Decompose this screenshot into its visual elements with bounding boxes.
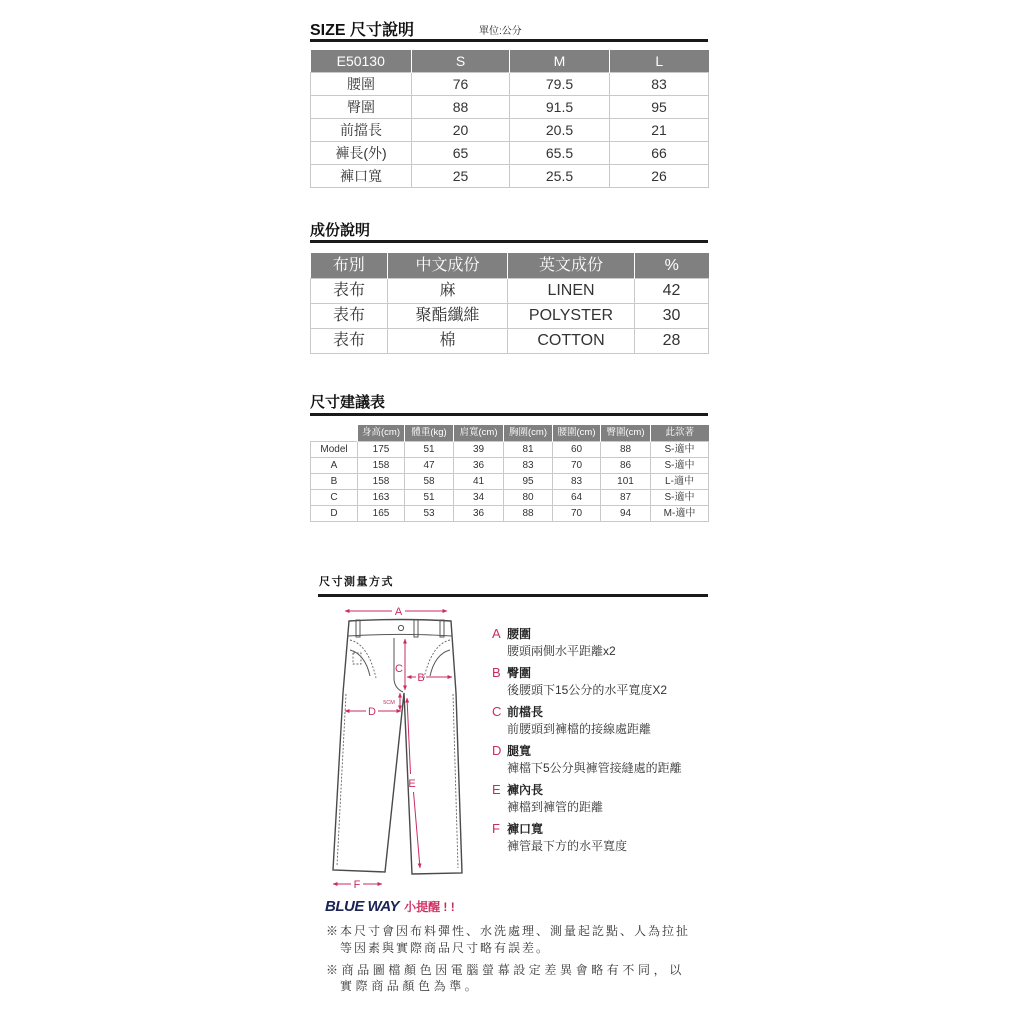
recommendation-table [310,425,709,522]
reminder-note: 等因素與實際商品尺寸略有誤差。 [340,941,551,955]
chinese-material-cell: 麻 [388,279,508,304]
chest-cell: 81 [504,442,553,458]
fabric-part-cell: 表布 [311,279,388,304]
reminder-heading [325,898,455,918]
size-l-header: L [610,50,709,73]
measure-description: 褲檔下5公分與褲管接縫處的距離 [507,761,682,775]
unit-note: 單位:公分 [479,26,522,37]
list-item [492,625,722,664]
size-section-title: SIZE 尺寸說明 [310,22,415,39]
measurement-name-cell: 褲長(外) [311,142,412,165]
weight-cell: 53 [405,506,454,522]
weight-cell: 51 [405,490,454,506]
english-material-cell: COTTON [508,329,635,354]
measure-letter: E [492,782,501,797]
measure-heading [492,820,722,838]
fabric-part-cell: 表布 [311,304,388,329]
weight-cell: 47 [405,458,454,474]
measurement-list [492,625,722,859]
measurement-name-cell: 臀圍 [311,96,412,119]
brand-logo-text: BLUE WAY [325,898,400,915]
percentage-header: % [635,253,709,279]
table-row [311,304,709,329]
table-row [311,73,709,96]
fabric-part-header: 布別 [311,253,388,279]
list-item [492,781,722,820]
weight-cell: 58 [405,474,454,490]
size-l-value: 26 [610,165,709,188]
reminder-note: ※商品圖檔顏色因電腦螢幕設定差異會略有不同，以 [326,963,685,977]
recommendation-section-divider [310,413,708,416]
dimension-label-e: E [408,778,416,790]
pants-measurement-diagram [310,598,480,898]
size-m-value: 20.5 [510,119,610,142]
model-name-cell: A [311,458,358,474]
fit-cell: M-適中 [651,506,709,522]
height-cell: 158 [358,474,405,490]
model-name-cell: B [311,474,358,490]
percentage-cell: 30 [635,304,709,329]
chest-cell: 83 [504,458,553,474]
composition-table [310,253,709,354]
measurement-name-cell: 前擋長 [311,119,412,142]
table-row [311,458,709,474]
table-row [311,329,709,354]
list-item [492,664,722,703]
size-s-value: 20 [412,119,510,142]
size-s-value: 88 [412,96,510,119]
weight-header: 體重(kg) [405,425,454,442]
size-l-value: 21 [610,119,709,142]
table-row [311,119,709,142]
measure-name: 臀圍 [507,666,532,680]
shoulder-cell: 41 [454,474,504,490]
model-name-cell: D [311,506,358,522]
measure-description: 後腰頭下15公分的水平寬度X2 [507,683,668,697]
fit-cell: S-適中 [651,490,709,506]
measure-letter: D [492,743,502,758]
measure-letter: B [492,665,501,680]
chest-cell: 95 [504,474,553,490]
measure-heading [492,742,722,760]
height-header: 身高(cm) [358,425,405,442]
size-m-header: M [510,50,610,73]
chest-cell: 88 [504,506,553,522]
product-code-header: E50130 [311,50,412,73]
fit-cell: L-適中 [651,474,709,490]
reminder-note: ※本尺寸會因布料彈性、水洗處理、測量起訖點、人為拉扯 [326,924,691,938]
dimension-label-f: F [353,879,361,891]
measure-name: 前檔長 [507,705,544,719]
measure-name: 褲口寬 [507,822,544,836]
waist-cell: 83 [553,474,601,490]
hip-cell: 94 [601,506,651,522]
reminder-note: 實際商品顏色為準。 [340,979,481,993]
table-corner-cell [311,425,358,442]
shoulder-header: 肩寬(cm) [454,425,504,442]
size-s-value: 25 [412,165,510,188]
chinese-material-cell: 聚酯纖維 [388,304,508,329]
measurement-section-title: 尺寸測量方式 [319,576,394,588]
table-row [311,142,709,165]
size-l-value: 83 [610,73,709,96]
table-row [311,490,709,506]
measure-name: 腰圍 [507,627,532,641]
height-cell: 175 [358,442,405,458]
fit-cell: S-適中 [651,458,709,474]
composition-section-divider [310,240,708,243]
size-s-value: 65 [412,142,510,165]
shoulder-cell: 36 [454,458,504,474]
dimension-label-a: A [394,606,403,618]
height-cell: 165 [358,506,405,522]
height-cell: 158 [358,458,405,474]
list-item [492,742,722,781]
waist-cell: 70 [553,458,601,474]
recommendation-table-header [311,425,709,442]
measure-heading [492,703,722,721]
fabric-part-cell: 表布 [311,329,388,354]
weight-cell: 51 [405,442,454,458]
measure-name: 腿寬 [507,744,532,758]
list-item [492,820,722,859]
hip-header: 臀圍(cm) [601,425,651,442]
shoulder-cell: 39 [454,442,504,458]
hip-cell: 101 [601,474,651,490]
table-row [311,96,709,119]
composition-table-header [311,253,709,279]
measure-letter: A [492,626,501,641]
size-l-value: 95 [610,96,709,119]
english-material-header: 英文成份 [508,253,635,279]
waist-cell: 60 [553,442,601,458]
pants-outline [333,620,462,875]
measure-letter: C [492,704,502,719]
measure-description: 褲檔到褲管的距離 [507,800,604,814]
measurement-name-cell: 褲口寬 [311,165,412,188]
measure-heading [492,781,722,799]
table-row [311,506,709,522]
table-row [311,165,709,188]
english-material-cell: POLYSTER [508,304,635,329]
measure-name: 褲內長 [507,783,544,797]
hip-cell: 87 [601,490,651,506]
list-item [492,703,722,742]
size-m-value: 25.5 [510,165,610,188]
chest-header: 胸圍(cm) [504,425,553,442]
table-row [311,442,709,458]
dimension-label-b: B [417,672,425,684]
shoulder-cell: 34 [454,490,504,506]
table-row [311,279,709,304]
fit-header: 此款著 [651,425,709,442]
size-table-header [311,50,709,73]
size-m-value: 79.5 [510,73,610,96]
chest-cell: 80 [504,490,553,506]
dimension-label-c: C [395,663,403,675]
chinese-material-header: 中文成份 [388,253,508,279]
dimension-label-d: D [368,706,376,718]
measure-description: 褲管最下方的水平寬度 [507,839,628,853]
five-cm-label: 5CM [383,700,395,706]
fit-cell: S-適中 [651,442,709,458]
waist-cell: 70 [553,506,601,522]
percentage-cell: 28 [635,329,709,354]
hip-cell: 88 [601,442,651,458]
measure-heading [492,625,722,643]
size-l-value: 66 [610,142,709,165]
chinese-material-cell: 棉 [388,329,508,354]
waist-header: 腰圍(cm) [553,425,601,442]
measure-description: 前腰頭到褲檔的接線處距離 [507,722,652,736]
size-m-value: 91.5 [510,96,610,119]
size-section-divider [310,39,708,42]
size-m-value: 65.5 [510,142,610,165]
reminder-label: 小提醒 ! ! [404,900,455,914]
table-row [311,474,709,490]
size-s-header: S [412,50,510,73]
height-cell: 163 [358,490,405,506]
recommendation-section-title: 尺寸建議表 [310,394,386,411]
hip-cell: 86 [601,458,651,474]
size-table [310,50,709,188]
measure-heading [492,664,722,682]
measure-letter: F [492,821,500,836]
shoulder-cell: 36 [454,506,504,522]
measure-description: 腰頭兩側水平距離x2 [507,644,616,658]
measurement-section-divider [318,594,708,597]
percentage-cell: 42 [635,279,709,304]
measurement-name-cell: 腰圍 [311,73,412,96]
model-name-cell: Model [311,442,358,458]
waist-cell: 64 [553,490,601,506]
size-s-value: 76 [412,73,510,96]
english-material-cell: LINEN [508,279,635,304]
model-name-cell: C [311,490,358,506]
composition-section-title: 成份說明 [310,222,371,239]
